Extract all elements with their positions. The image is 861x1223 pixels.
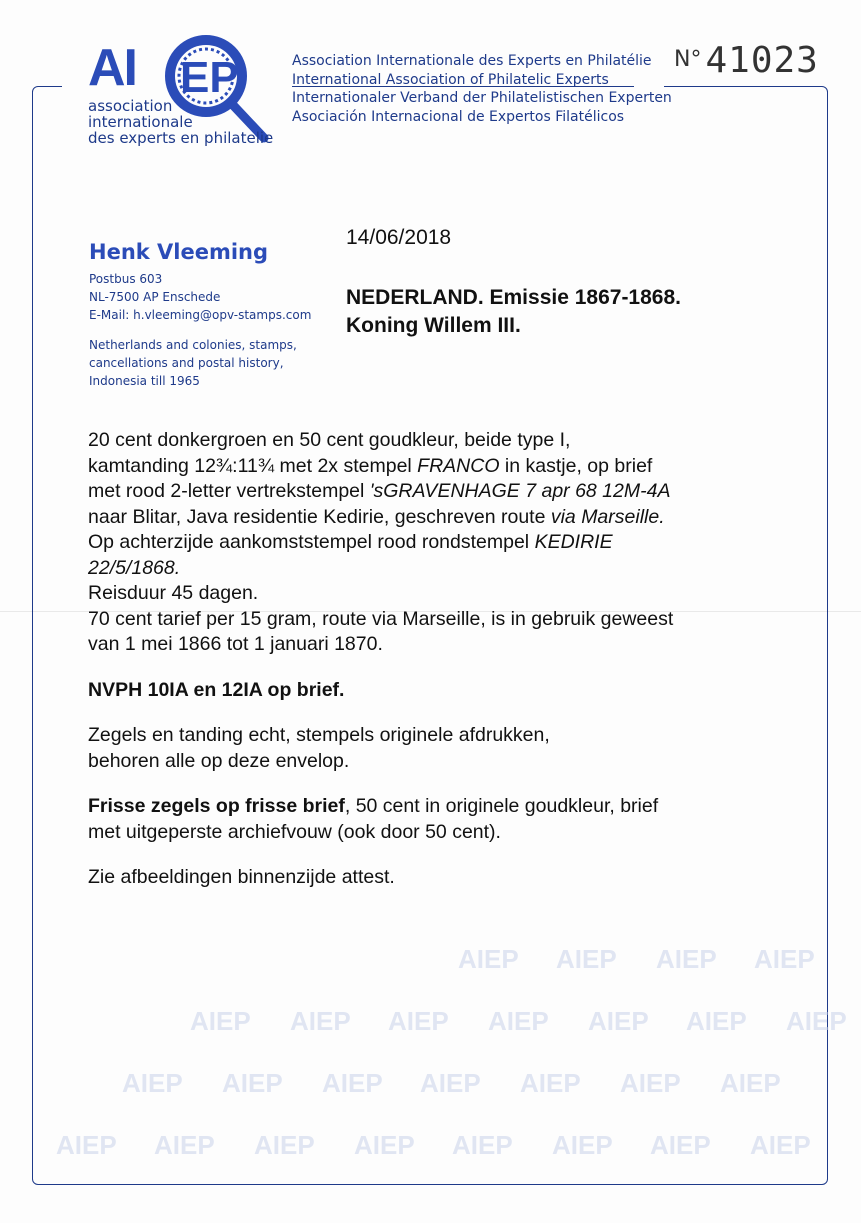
expert-description-line: cancellations and postal history, (89, 356, 284, 370)
watermark-mark: AIEP (786, 1006, 847, 1036)
logo-caption (88, 98, 273, 146)
watermark-mark: AIEP (686, 1006, 747, 1036)
watermark-mark: AIEP (656, 944, 717, 974)
expert-description (89, 336, 311, 390)
expert-description-line: Netherlands and colonies, stamps, (89, 338, 297, 352)
heading-line: NEDERLAND. Emissie 1867-1868. (346, 286, 681, 309)
watermark-mark: AIEP (452, 1130, 513, 1160)
watermark-mark: AIEP (420, 1068, 481, 1098)
association-names (292, 52, 672, 126)
fold-line (0, 611, 861, 612)
logo-ep-text: EP (180, 53, 239, 102)
expert-info (89, 240, 311, 390)
expert-address-line: NL-7500 AP Enschede (89, 290, 221, 304)
watermark-mark: AIEP (154, 1130, 215, 1160)
watermark-mark: AIEP (520, 1068, 581, 1098)
logo-line: des experts en philatelie (88, 129, 274, 147)
body-line: kamtanding 12¾:11¾ met 2x stempel FRANCO in kastje, op brief (88, 454, 653, 477)
watermark-mark: AIEP (620, 1068, 681, 1098)
expert-email: E-Mail: h.vleeming@opv-stamps.com (89, 308, 312, 322)
body-line: Zegels en tanding echt, stempels originele afdrukken, (88, 724, 550, 746)
logo-line: internationale (88, 113, 193, 131)
body-line: behoren alle op deze envelop. (88, 749, 350, 772)
watermark-mark: AIEP (222, 1068, 283, 1098)
certificate-number (674, 40, 819, 81)
association-name-de: Internationaler Verband der Philatelistischen Experten (292, 90, 672, 106)
association-name-en: International Association of Philatelic Experts (292, 71, 609, 88)
watermark-mark: AIEP (754, 944, 815, 974)
aiep-logo (88, 28, 278, 148)
catalog-reference: NVPH 10IA en 12IA op brief. (88, 678, 345, 701)
watermark-mark: AIEP (588, 1006, 649, 1036)
expert-name: Henk Vleeming (89, 240, 269, 264)
watermark-mark: AIEP (56, 1130, 117, 1160)
watermark-mark: AIEP (190, 1006, 251, 1036)
watermark-mark: AIEP (290, 1006, 351, 1036)
authenticity-paragraph (88, 723, 673, 774)
watermark-mark: AIEP (650, 1130, 711, 1160)
expert-description-line: Indonesia till 1965 (89, 374, 200, 388)
watermark-mark: AIEP (322, 1068, 383, 1098)
watermark-mark: AIEP (458, 944, 519, 974)
logo-ai-text: AI (88, 39, 136, 97)
description-paragraph (88, 428, 673, 658)
watermark-mark: AIEP (122, 1068, 183, 1098)
watermark-mark: AIEP (556, 944, 617, 974)
heading-line: Koning Willem III. (346, 314, 521, 337)
expert-address-line: Postbus 603 (89, 272, 163, 286)
watermark-mark: AIEP (552, 1130, 613, 1160)
certificate-date: 14/06/2018 (346, 226, 452, 249)
body-line: Op achterzijde aankomststempel rood rondstempel KEDIRIE (88, 531, 613, 553)
closing-line: Zie afbeeldingen binnenzijde attest. (88, 866, 395, 888)
watermark-mark: AIEP (720, 1068, 781, 1098)
watermark-mark: AIEP (254, 1130, 315, 1160)
body-line: met uitgeperste archiefvouw (ook door 50 cent). (88, 820, 501, 843)
body-line: 20 cent donkergroen en 50 cent goudkleur, beide type I, (88, 429, 571, 451)
association-name-es: Asociación Internacional de Expertos Filatélicos (292, 108, 625, 125)
certificate-body (88, 428, 673, 891)
body-line: 70 cent tarief per 15 gram, route via Marseille, is in gebruik geweest (88, 607, 674, 630)
body-line: van 1 mei 1866 tot 1 januari 1870. (88, 633, 383, 655)
logo-line: association (88, 97, 173, 115)
watermark-mark: AIEP (488, 1006, 549, 1036)
association-name-fr: Association Internationale des Experts en Philatélie (292, 53, 652, 69)
body-line: Reisduur 45 dagen. (88, 582, 259, 604)
aiep-watermark-pattern (0, 920, 861, 1190)
condition-paragraph (88, 794, 673, 845)
body-line: 22/5/1868. (88, 556, 181, 579)
body-line: naar Blitar, Java residentie Kedirie, geschreven route via Marseille. (88, 505, 665, 528)
certificate-heading (346, 284, 681, 340)
body-line: Frisse zegels op frisse brief, 50 cent in originele goudkleur, brief (88, 795, 659, 817)
watermark-mark: AIEP (750, 1130, 811, 1160)
body-line: met rood 2-letter vertrekstempel 'sGRAVENHAGE 7 apr 68 12M-4A (88, 480, 671, 502)
watermark-mark: AIEP (388, 1006, 449, 1036)
watermark-mark: AIEP (354, 1130, 415, 1160)
number-value: 41023 (705, 40, 819, 81)
number-label: N° (674, 47, 702, 72)
